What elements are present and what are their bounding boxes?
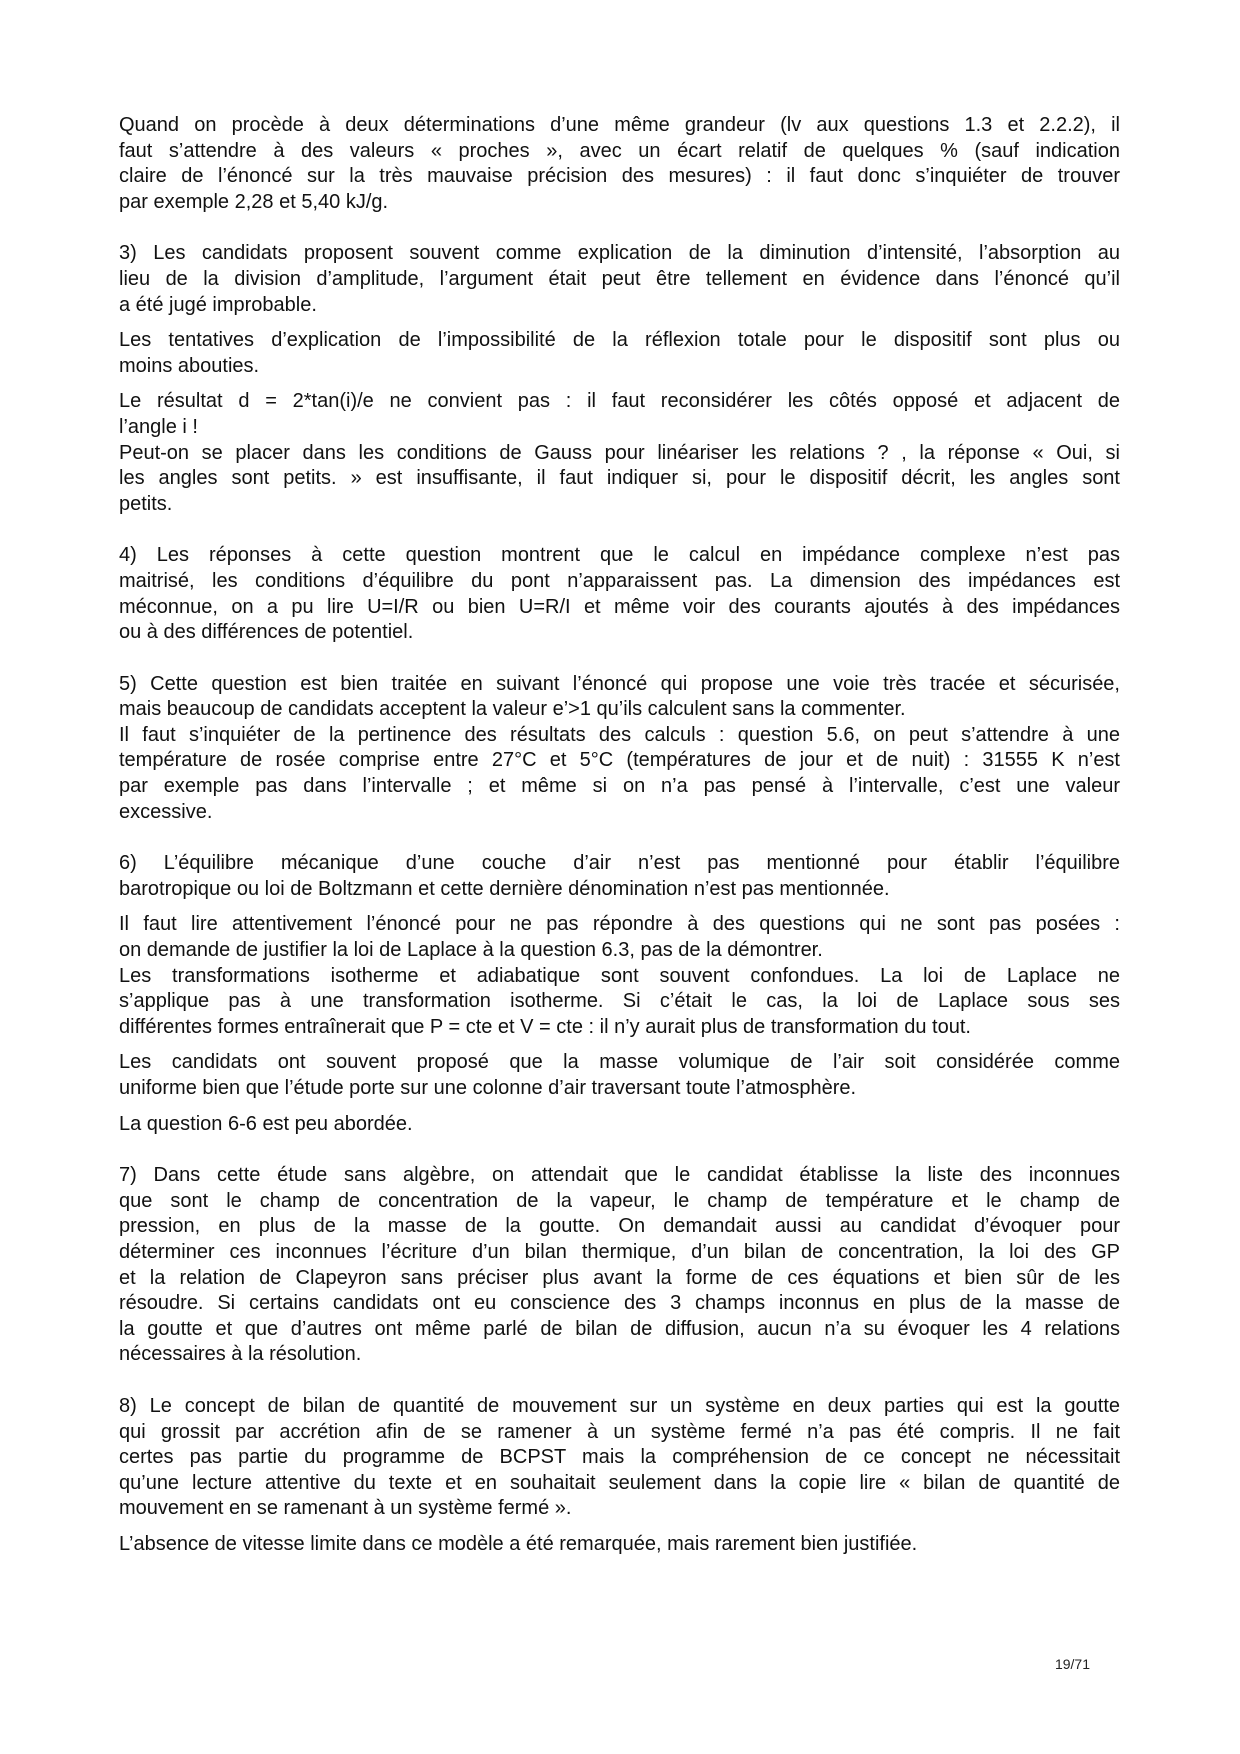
spacer: [119, 1040, 1120, 1050]
text-line: Peut-on se placer dans les conditions de Gauss pour linéariser les relations ? , la réponse « Oui, si: [119, 441, 1120, 464]
text-line: les angles sont petits. » est insuffisante, il faut indiquer si, pour le dispositif décrit, les angles sont: [119, 467, 1120, 490]
text-line: l’angle i !: [119, 415, 198, 438]
text-line: Il faut lire attentivement l’énoncé pour ne pas répondre à des questions qui ne sont pas posées :: [119, 913, 1120, 936]
text-line: que sont le champ de concentration de la vapeur, le champ de température et le champ de: [119, 1189, 1120, 1212]
spacer: [119, 318, 1120, 328]
paragraph-question-6-transformations: [119, 964, 1120, 1041]
paragraph-question-5: [119, 672, 1120, 723]
text-line: mouvement en se ramenant à un système fermé ».: [119, 1497, 572, 1520]
paragraph-question-6-laplace: [119, 912, 1120, 963]
paragraph-question-6-6: [119, 1112, 1120, 1138]
spacer: [119, 1102, 1120, 1112]
text-line: la goutte et que d’autres ont même parlé de bilan de diffusion, aucun n’a su évoquer les 4 relations: [119, 1317, 1120, 1340]
paragraph-question-8: [119, 1394, 1120, 1522]
text-line: et la relation de Clapeyron sans préciser plus avant la forme de ces équations et bien sûr de les: [119, 1266, 1120, 1289]
text-line: par exemple 2,28 et 5,40 kJ/g.: [119, 190, 389, 213]
text-line: 7) Dans cette étude sans algèbre, on attendait que le candidat établisse la liste des inconnues: [119, 1164, 1120, 1187]
text-line: nécessaires à la résolution.: [119, 1343, 362, 1366]
text-line: moins abouties.: [119, 354, 260, 377]
text-line: pression, en plus de la masse de la goutte. On demandait aussi au candidat d’évoquer pour: [119, 1215, 1120, 1238]
text-line: barotropique ou loi de Boltzmann et cette dernière dénomination n’est pas mentionnée.: [119, 877, 890, 900]
text-line: maitrisé, les conditions d’équilibre du pont n’apparaissent pas. La dimension des impédances est: [119, 569, 1120, 592]
spacer: [119, 902, 1120, 912]
paragraph-question-3-resultat: [119, 389, 1120, 440]
spacer: [119, 215, 1120, 241]
text-line: petits.: [119, 492, 173, 515]
text-line: uniforme bien que l’étude porte sur une colonne d’air traversant toute l’atmosphère.: [119, 1077, 857, 1099]
text-line: méconnue, on a pu lire U=I/R ou bien U=R/I et même voir des courants ajoutés à des impédances: [119, 595, 1120, 618]
text-line: L’absence de vitesse limite dans ce modèle a été remarquée, mais rarement bien justifiée.: [119, 1532, 918, 1555]
text-line: a été jugé improbable.: [119, 293, 317, 316]
spacer: [119, 1137, 1120, 1163]
text-line: 4) Les réponses à cette question montrent que le calcul en impédance complexe n’est pas: [119, 544, 1120, 567]
document-body: [119, 113, 1120, 1558]
text-line: déterminer ces inconnues l’écriture d’un bilan thermique, d’un bilan de concentration, la loi des GP: [119, 1240, 1120, 1263]
text-line: Les tentatives d’explication de l’impossibilité de la réflexion totale pour le dispositif sont plus ou: [119, 329, 1120, 352]
text-line: résoudre. Si certains candidats ont eu conscience des 3 champs inconnus en plus de la masse de: [119, 1292, 1120, 1315]
text-line: s’applique pas à une transformation isotherme. Si c’était le cas, la loi de Laplace sous ses: [119, 990, 1120, 1013]
text-line: certes pas partie du programme de BCPST mais la compréhension de ce concept ne nécessitait: [119, 1446, 1120, 1469]
text-line: claire de l’énoncé sur la très mauvaise précision des mesures) : il faut donc s’inquiéter de trouver: [119, 165, 1120, 188]
spacer: [119, 825, 1120, 851]
spacer: [119, 1368, 1120, 1394]
text-line: 6) L’équilibre mécanique d’une couche d’air n’est pas mentionné pour établir l’équilibre: [119, 852, 1120, 875]
text-line: Le résultat d = 2*tan(i)/e ne convient pas : il faut reconsidérer les côtés opposé et adjacent de: [119, 390, 1120, 413]
spacer: [119, 646, 1120, 672]
paragraph-question-3-reflexion: [119, 328, 1120, 379]
text-line: excessive.: [119, 800, 213, 823]
text-line: Les candidats ont souvent proposé que la masse volumique de l’air soit considérée comme: [119, 1051, 1120, 1074]
spacer: [119, 1522, 1120, 1532]
spacer: [119, 379, 1120, 389]
paragraph-question-6-masse-volumique: [119, 1050, 1120, 1101]
paragraph-question-7: [119, 1163, 1120, 1368]
page-number: 19/71: [1054, 1656, 1090, 1672]
paragraph-question-4: [119, 543, 1120, 645]
text-line: qui grossit par accrétion afin de se ramener à un système fermé n’a pas été compris. Il ne fait: [119, 1420, 1120, 1443]
text-line: qu’une lecture attentive du texte et en souhaitait seulement dans la copie lire « bilan de quantité de: [119, 1471, 1120, 1494]
text-line: différentes formes entraînerait que P = cte et V = cte : il n’y aurait plus de transformation du tout.: [119, 1015, 971, 1038]
paragraph-question-3-gauss: [119, 441, 1120, 518]
text-line: par exemple pas dans l’intervalle ; et même si on n’a pas pensé à l’intervalle, c’est une valeur: [119, 775, 1120, 798]
text-line: Les transformations isotherme et adiabatique sont souvent confondues. La loi de Laplace ne: [119, 964, 1120, 987]
text-line: La question 6-6 est peu abordée.: [119, 1112, 413, 1135]
paragraph-question-5-pertinence: [119, 723, 1120, 825]
text-line: Il faut s’inquiéter de la pertinence des résultats des calculs : question 5.6, on peut s’attendre à une: [119, 723, 1120, 746]
text-line: ou à des différences de potentiel.: [119, 621, 414, 644]
paragraph-question-6: [119, 851, 1120, 902]
text-line: 3) Les candidats proposent souvent comme explication de la diminution d’intensité, l’absorption au: [119, 242, 1120, 265]
text-line: température de rosée comprise entre 27°C et 5°C (températures de jour et de nuit) : 31555 K n’est: [119, 749, 1120, 772]
text-line: mais beaucoup de candidats acceptent la valeur e’>1 qu’ils calculent sans la commenter.: [119, 698, 906, 721]
text-line: Quand on procède à deux déterminations d’une même grandeur (lv aux questions 1.3 et 2.2.2), il: [119, 114, 1120, 136]
spacer: [119, 517, 1120, 543]
paragraph-question-3: [119, 241, 1120, 318]
text-line: lieu de la division d’amplitude, l’argument était peut être tellement en évidence dans l’énoncé qu’il: [119, 267, 1120, 290]
paragraph-intro: [119, 113, 1120, 215]
text-line: on demande de justifier la loi de Laplace à la question 6.3, pas de la démontrer.: [119, 939, 823, 962]
text-line: 8) Le concept de bilan de quantité de mouvement sur un système en deux parties qui est la goutte: [119, 1394, 1120, 1417]
text-line: faut s’attendre à des valeurs « proches », avec un écart relatif de quelques % (sauf indication: [119, 139, 1120, 162]
paragraph-question-8-vitesse-limite: [119, 1532, 1120, 1558]
text-line: 5) Cette question est bien traitée en suivant l’énoncé qui propose une voie très tracée et sécurisée,: [119, 672, 1120, 695]
